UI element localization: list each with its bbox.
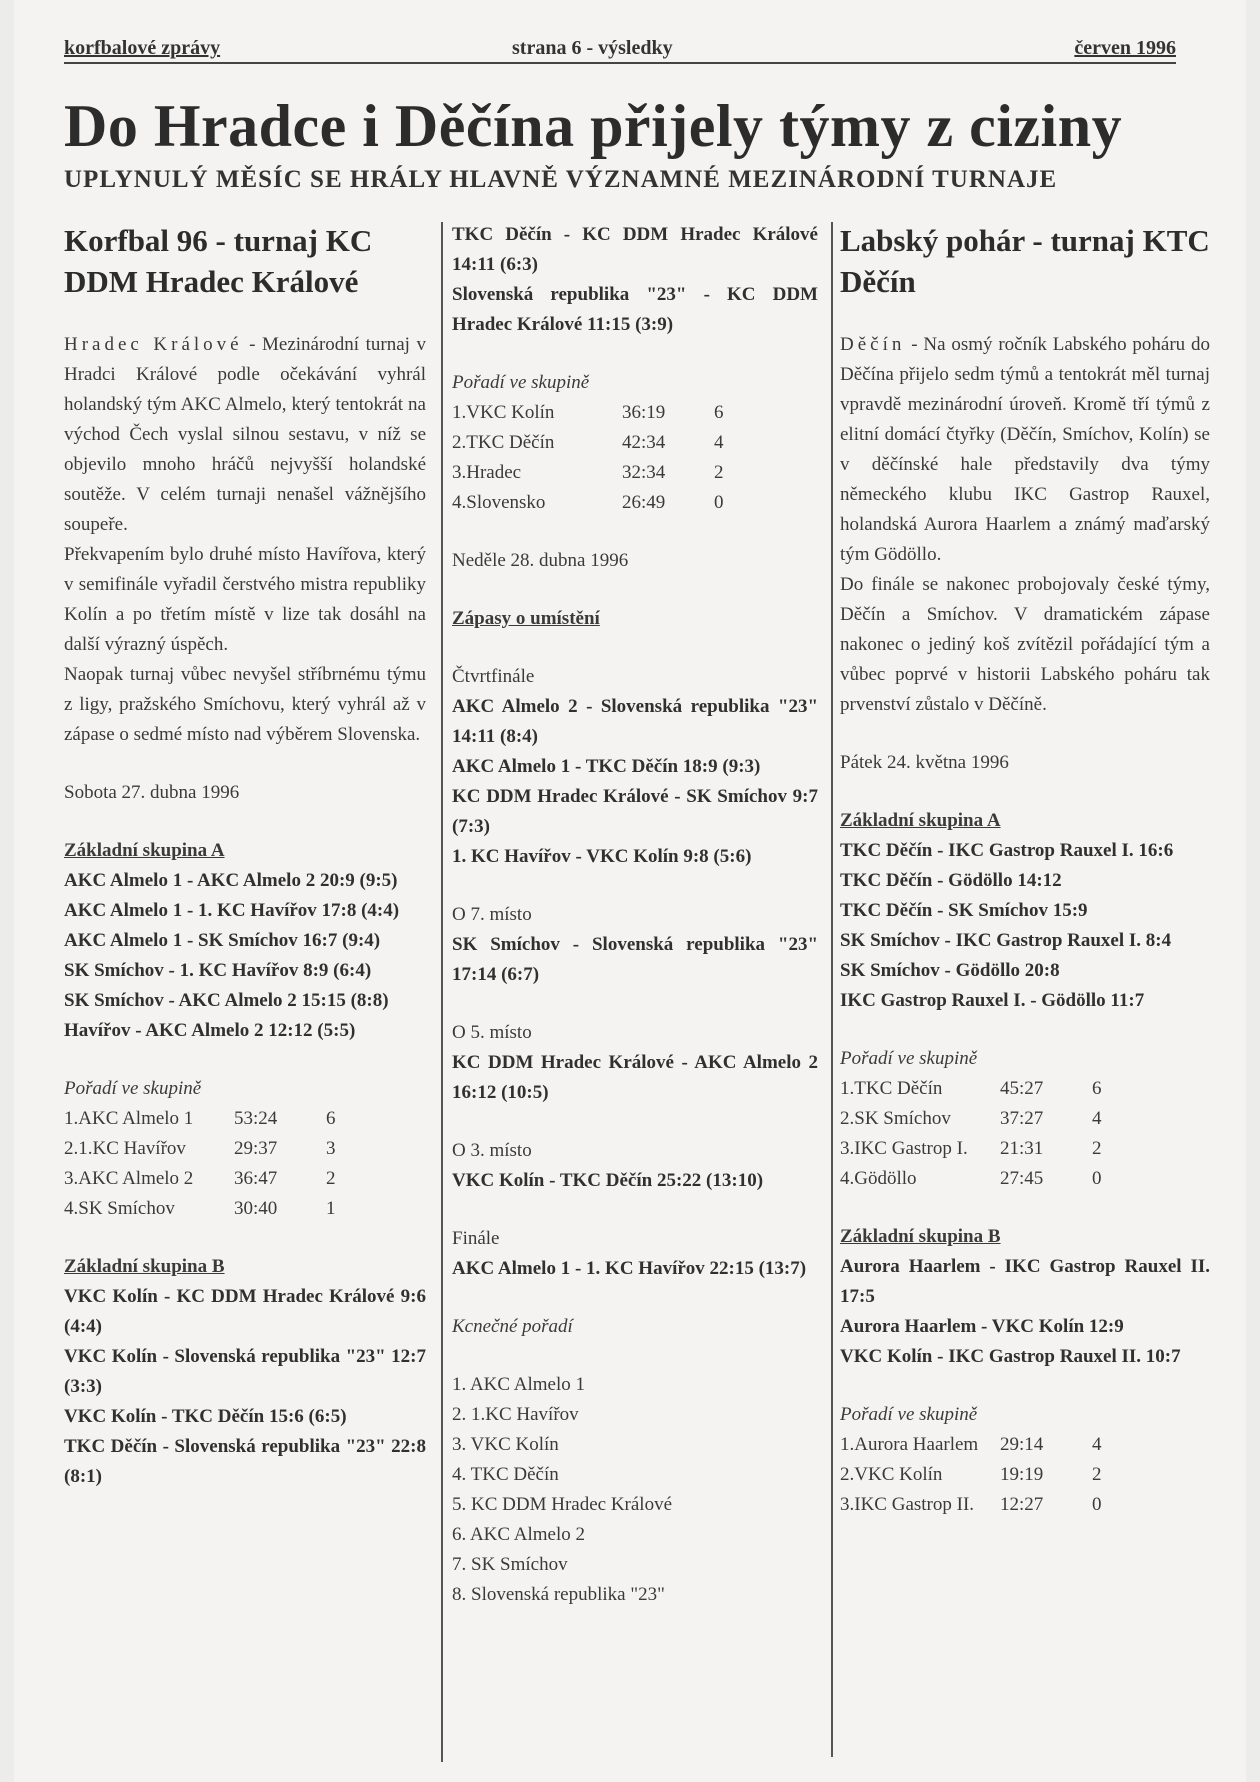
score: 26:49	[622, 492, 666, 513]
group-title: Základní skupina B	[64, 1256, 225, 1277]
standings-title: Pořadí ve skupině	[840, 1404, 978, 1425]
match-result: SK Smíchov - AKC Almelo 2 15:15 (8:8)	[64, 990, 389, 1011]
team: 1.AKC Almelo 1	[64, 1108, 194, 1129]
match-result: AKC Almelo 1 - TKC Děčín 18:9 (9:3)	[452, 756, 761, 777]
team: 3.AKC Almelo 2	[64, 1168, 194, 1189]
team: 1.VKC Kolín	[452, 402, 555, 423]
final-order-title: Kcnečné pořadí	[452, 1316, 573, 1337]
match-result: AKC Almelo 1 - 1. KC Havířov 17:8 (4:4)	[64, 900, 400, 921]
match-list	[64, 866, 426, 1046]
match-result: Aurora Haarlem - IKC Gastrop Rauxel II. 17:5	[840, 1256, 1210, 1307]
team: 4.Slovensko	[452, 492, 546, 513]
list-item: 8. Slovenská republika "23"	[452, 1584, 665, 1605]
stage-label: Čtvrtfinále	[452, 666, 535, 687]
match-result: TKC Děčín - KC DDM Hradec Králové 14:11 (6:3)	[452, 224, 818, 275]
column-2	[452, 220, 818, 1610]
match-result: AKC Almelo 1 - AKC Almelo 2 20:9 (9:5)	[64, 870, 398, 891]
final-order-list	[452, 1370, 818, 1610]
stage-label: O 3. místo	[452, 1140, 532, 1161]
points: 2	[714, 462, 724, 483]
intro-text: - Mezinárodní turnaj v Hradci Králové podle očekávání vyhrál holandský tým AKC Almelo, který tentokrát na východ Čech vyslal silnou sestavu, v níž se objevilo mnoho hráčů nejvyšší holandské soutěže. V celém turnaji nenašel vážnějšího soupeře.	[64, 334, 426, 535]
group-title: Základní skupina B	[840, 1226, 1001, 1247]
match-result: Slovenská republika "23" - KC DDM Hradec Králové 11:15 (3:9)	[452, 284, 818, 335]
match-result: VKC Kolín - IKC Gastrop Rauxel II. 10:7	[840, 1346, 1181, 1367]
match-result: Havířov - AKC Almelo 2 12:12 (5:5)	[64, 1020, 356, 1041]
stage-label: Finále	[452, 1228, 500, 1249]
intro-text: - Na osmý ročník Labského poháru do Děčína přijelo sedm týmů a tentokrát měl turnaj vpravdě mezinárodní úroveň. Kromě tří týmů z elitní domácí čtyřky (Děčín, Smíchov, Kolín) se v děčínské hale představily dva týmy německého klubu IKC Gastrop Rauxel, holandská Aurora Haarlem a známý maďarský tým Gödöllo.	[840, 334, 1210, 565]
score: 27:45	[1000, 1168, 1044, 1189]
page-header	[64, 34, 1176, 64]
team: 2.TKC Děčín	[452, 432, 555, 453]
match-result: SK Smíchov - 1. KC Havířov 8:9 (6:4)	[64, 960, 372, 981]
table-row	[64, 1104, 336, 1134]
points: 0	[714, 492, 724, 513]
article-paragraph: Naopak turnaj vůbec nevyšel stříbrnému týmu z ligy, pražského Smíchovu, který vyhrál až v zápase o sedmé místo nad výběrem Slovenska.	[64, 664, 426, 745]
table-row	[840, 1074, 1102, 1104]
round-date: Sobota 27. dubna 1996	[64, 782, 240, 803]
table-row	[64, 1194, 336, 1224]
match-result: AKC Almelo 1 - 1. KC Havířov 22:15 (13:7)	[452, 1258, 807, 1279]
article-title: Korfbal 96 - turnaj KC DDM Hradec Králové	[64, 223, 373, 299]
match-result: KC DDM Hradec Králové - SK Smíchov 9:7 (7:3)	[452, 786, 818, 837]
article-paragraph: Do finále se nakonec probojovaly české týmy, Děčín a Smíchov. V dramatickém zápase nakonec o jediný koš zvítězil pořádající tým a vůbec poprvé v historii Labského poháru tak prvenství zůstalo v Děčíně.	[840, 574, 1210, 715]
match-result: SK Smíchov - Slovenská republika "23" 17:14 (6:7)	[452, 934, 818, 985]
article-paragraph: Překvapením bylo druhé místo Havířova, který v semifinále vyřadil čerstvého mistra republiky Kolín a po třetím místě v lize tak dosáhl na další výrazný úspěch.	[64, 544, 426, 655]
points: 2	[326, 1168, 336, 1189]
table-row	[840, 1164, 1102, 1194]
standings-table	[452, 398, 724, 518]
publication-name: korfbalové zprávy	[64, 37, 221, 59]
standings-title: Pořadí ve skupině	[64, 1078, 202, 1099]
team: 4.Gödöllo	[840, 1168, 917, 1189]
list-item: 5. KC DDM Hradec Králové	[452, 1494, 673, 1515]
points: 2	[1092, 1464, 1102, 1485]
match-result: VKC Kolín - Slovenská republika "23" 12:7 (3:3)	[64, 1346, 426, 1397]
column-3	[840, 220, 1210, 1520]
score: 32:34	[622, 462, 666, 483]
score: 36:47	[234, 1168, 278, 1189]
dateline: Děčín	[840, 334, 906, 355]
match-result: 1. KC Havířov - VKC Kolín 9:8 (5:6)	[452, 846, 752, 867]
newspaper-page	[14, 0, 1246, 1782]
points: 1	[326, 1198, 336, 1219]
table-row	[64, 1134, 336, 1164]
list-item: 6. AKC Almelo 2	[452, 1524, 586, 1545]
match-result: SK Smíchov - IKC Gastrop Rauxel I. 8:4	[840, 930, 1172, 951]
team: 1.Aurora Haarlem	[840, 1434, 979, 1455]
round-date: Pátek 24. května 1996	[840, 752, 1009, 773]
match-result: TKC Děčín - IKC Gastrop Rauxel I. 16:6	[840, 840, 1174, 861]
issue-date: červen 1996	[1074, 37, 1176, 59]
table-row	[452, 398, 724, 428]
table-row	[452, 458, 724, 488]
team: 1.TKC Děčín	[840, 1078, 943, 1099]
match-result: AKC Almelo 1 - SK Smíchov 16:7 (9:4)	[64, 930, 381, 951]
round-date: Neděle 28. dubna 1996	[452, 550, 629, 571]
match-list	[64, 1282, 426, 1492]
points: 4	[1092, 1434, 1102, 1455]
score: 37:27	[1000, 1108, 1044, 1129]
headline: Do Hradce i Děčína přijely týmy z ciziny	[64, 93, 1123, 159]
score: 30:40	[234, 1198, 278, 1219]
points: 0	[1092, 1494, 1102, 1515]
standings-table	[64, 1104, 336, 1224]
team: 2.1.KC Havířov	[64, 1138, 186, 1159]
score: 36:19	[622, 402, 666, 423]
match-result: VKC Kolín - TKC Děčín 25:22 (13:10)	[452, 1170, 764, 1191]
subheadline: UPLYNULÝ MĚSÍC SE HRÁLY HLAVNĚ VÝZNAMNÉ MEZINÁRODNÍ TURNAJE	[64, 166, 1058, 193]
table-row	[452, 428, 724, 458]
table-row	[840, 1460, 1102, 1490]
table-row	[840, 1490, 1102, 1520]
match-result: Aurora Haarlem - VKC Kolín 12:9	[840, 1316, 1124, 1337]
page-section: strana 6 - výsledky	[512, 37, 673, 59]
points: 2	[1092, 1138, 1102, 1159]
match-result: SK Smíchov - Gödöllo 20:8	[840, 960, 1060, 981]
list-item: 4. TKC Děčín	[452, 1464, 559, 1485]
article-title: Labský pohár - turnaj KTC Děčín	[840, 223, 1210, 299]
points: 4	[714, 432, 724, 453]
standings-table	[840, 1430, 1102, 1520]
points: 6	[714, 402, 724, 423]
match-result: TKC Děčín - Gödöllo 14:12	[840, 870, 1062, 891]
stage-label: O 5. místo	[452, 1022, 532, 1043]
score: 42:34	[622, 432, 666, 453]
table-row	[64, 1164, 336, 1194]
match-result: TKC Děčín - Slovenská republika "23" 22:8 (8:1)	[64, 1436, 426, 1487]
dateline: Hradec Králové	[64, 334, 243, 355]
points: 4	[1092, 1108, 1102, 1129]
section-title: Zápasy o umístění	[452, 608, 600, 629]
team: 2.SK Smíchov	[840, 1108, 951, 1129]
team: 3.IKC Gastrop II.	[840, 1494, 975, 1515]
list-item: 2. 1.KC Havířov	[452, 1404, 579, 1425]
article-intro	[840, 330, 1210, 570]
article-intro	[64, 330, 426, 540]
group-title: Základní skupina A	[64, 840, 225, 861]
score: 45:27	[1000, 1078, 1044, 1099]
list-item: 1. AKC Almelo 1	[452, 1374, 586, 1395]
points: 6	[326, 1108, 336, 1129]
table-row	[840, 1104, 1102, 1134]
table-row	[840, 1430, 1102, 1460]
match-result: VKC Kolín - TKC Děčín 15:6 (6:5)	[64, 1406, 347, 1427]
table-row	[452, 488, 724, 518]
score: 12:27	[1000, 1494, 1044, 1515]
score: 21:31	[1000, 1138, 1044, 1159]
team: 3.Hradec	[452, 462, 522, 483]
column-1	[64, 220, 426, 1492]
points: 6	[1092, 1078, 1102, 1099]
match-result: TKC Děčín - SK Smíchov 15:9	[840, 900, 1088, 921]
standings-title: Pořadí ve skupině	[840, 1048, 978, 1069]
table-row	[840, 1134, 1102, 1164]
standings-table	[840, 1074, 1102, 1194]
list-item: 7. SK Smíchov	[452, 1554, 568, 1575]
match-result: KC DDM Hradec Králové - AKC Almelo 2 16:12 (10:5)	[452, 1052, 818, 1103]
points: 0	[1092, 1168, 1102, 1189]
list-item: 3. VKC Kolín	[452, 1434, 559, 1455]
match-result: AKC Almelo 2 - Slovenská republika "23" 14:11 (8:4)	[452, 696, 818, 747]
match-result: VKC Kolín - KC DDM Hradec Králové 9:6 (4:4)	[64, 1286, 426, 1337]
group-title: Základní skupina A	[840, 810, 1001, 831]
score: 29:14	[1000, 1434, 1044, 1455]
team: 4.SK Smíchov	[64, 1198, 175, 1219]
score: 29:37	[234, 1138, 278, 1159]
score: 53:24	[234, 1108, 278, 1129]
match-result: IKC Gastrop Rauxel I. - Gödöllo 11:7	[840, 990, 1145, 1011]
team: 2.VKC Kolín	[840, 1464, 943, 1485]
team: 3.IKC Gastrop I.	[840, 1138, 968, 1159]
score: 19:19	[1000, 1464, 1044, 1485]
column-divider	[831, 222, 833, 1757]
stage-label: O 7. místo	[452, 904, 532, 925]
standings-title: Pořadí ve skupině	[452, 372, 590, 393]
column-divider	[441, 222, 443, 1762]
points: 3	[326, 1138, 336, 1159]
